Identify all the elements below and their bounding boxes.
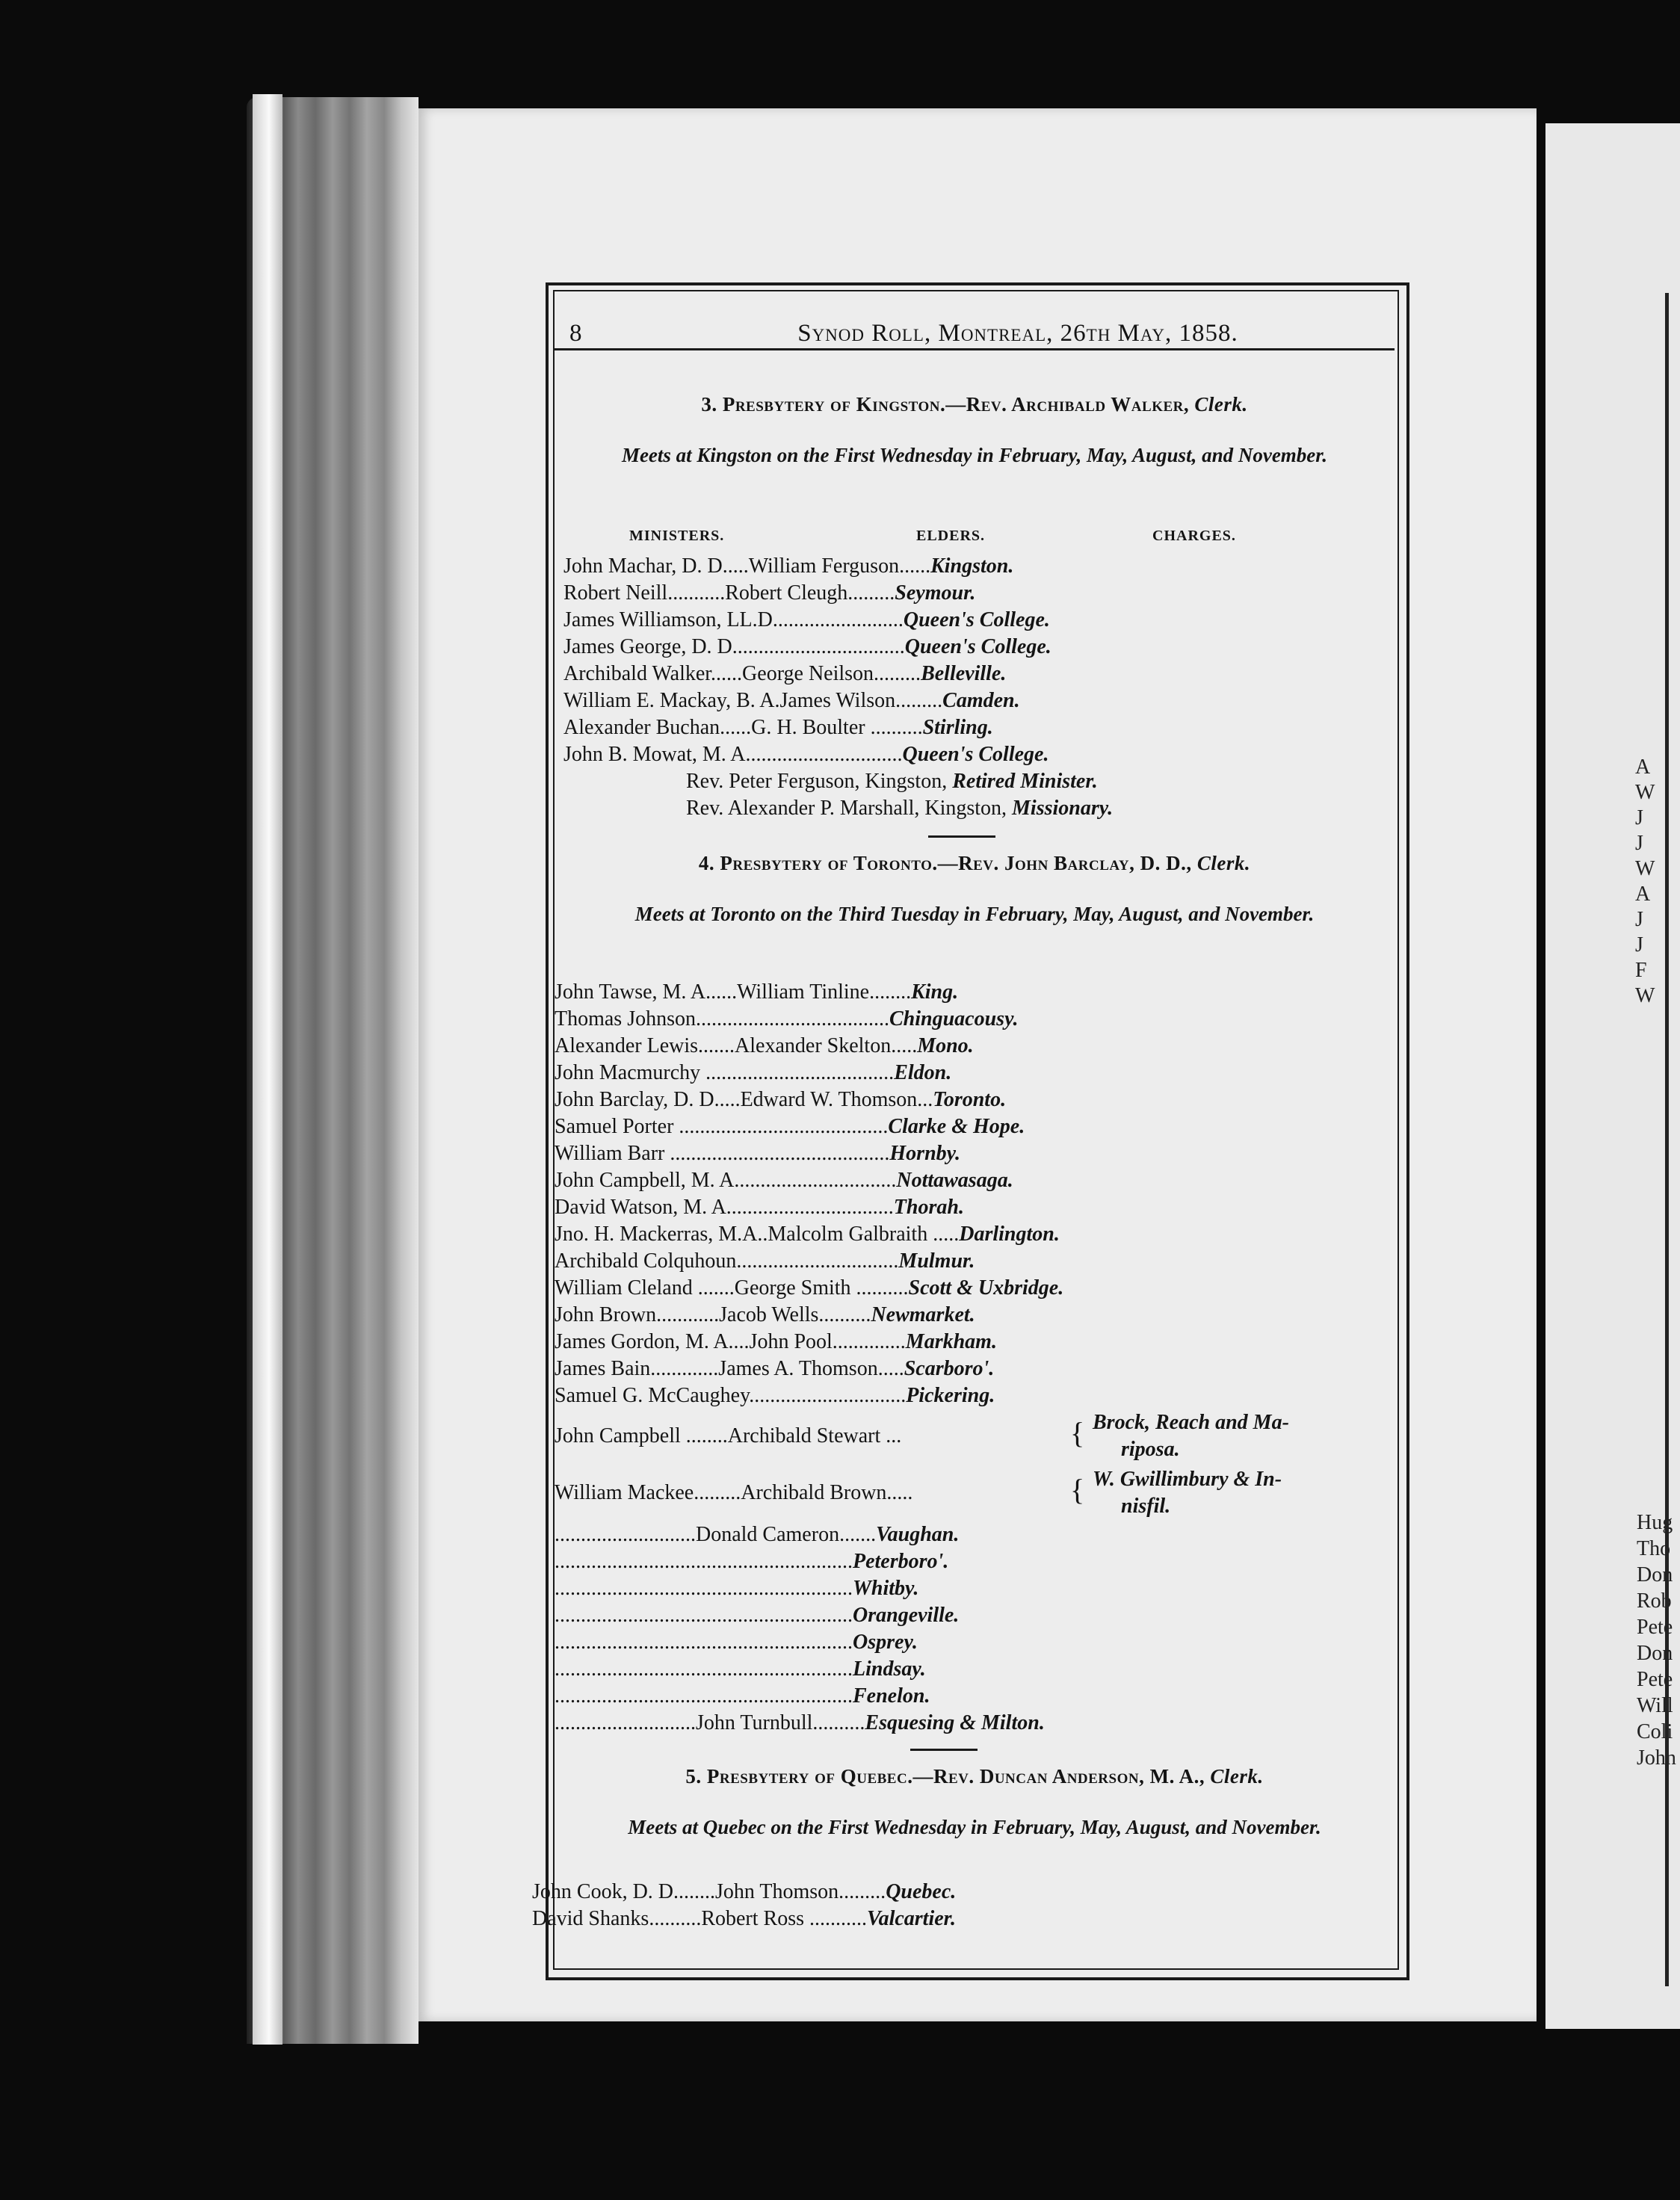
table-row: .........................................................Osprey. xyxy=(555,1631,918,1654)
page-content xyxy=(532,291,1395,1965)
table-row: .........................................................Orangeville. xyxy=(555,1604,960,1627)
table-row: John Campbell, M. A...............................Nottawasaga. xyxy=(555,1169,1013,1192)
table-row: Jno. H. Mackerras, M.A..Malcolm Galbraith .....Darlington. xyxy=(555,1223,1060,1246)
table-row: Thomas Johnson.....................................Chinguacousy. xyxy=(555,1007,1019,1031)
table-row: Samuel Porter ........................................Clarke & Hope. xyxy=(555,1115,1025,1138)
table-row: William Cleland .......George Smith ..........Scott & Uxbridge. xyxy=(555,1276,1064,1300)
heading-clerk: Clerk. xyxy=(1194,393,1248,415)
table-row: John Machar, D. D.....William Ferguson......Kingston. xyxy=(563,554,1014,578)
table-row: Archibald Colquhoun...............................Mulmur. xyxy=(555,1249,975,1273)
table-row: Alexander Buchan......G. H. Boulter ..........Stirling. xyxy=(563,716,993,739)
table-row: .........................................................Fenelon. xyxy=(555,1684,930,1708)
table-row: David Shanks..........Robert Ross ...........Valcartier. xyxy=(532,1907,957,1930)
table-row: John Cook, D. D........John Thomson.........Quebec. xyxy=(532,1880,957,1903)
table-row: ...........................John Turnbull..........Esquesing & Milton. xyxy=(555,1711,1045,1734)
charge-line: Brock, Reach and Ma- xyxy=(1093,1411,1289,1434)
charge-line: riposa. xyxy=(1121,1438,1180,1461)
table-row: John Barclay, D. D.....Edward W. Thomson...Toronto. xyxy=(555,1088,1007,1111)
table-row: Samuel G. McCaughey..............................Pickering. xyxy=(555,1384,995,1407)
heading-text: 5. Presbytery of Quebec.—Rev. Duncan Anderson, M. A., xyxy=(685,1765,1205,1788)
col-ministers: MINISTERS. xyxy=(629,528,725,544)
table-row: Robert Neill...........Robert Cleugh.........Seymour. xyxy=(563,581,976,605)
table-row: John Macmurchy ....................................Eldon. xyxy=(555,1061,952,1084)
table-row: James Williamson, LL.D.........................Queen's College. xyxy=(563,608,1050,631)
heading-clerk: Clerk. xyxy=(1196,852,1251,874)
table-row: William E. Mackay, B. A.James Wilson.........Camden. xyxy=(563,689,1020,712)
charge-line: nisfil. xyxy=(1121,1495,1171,1518)
section-divider xyxy=(928,835,995,838)
table-row-brace: John Campbell ........Archibald Stewart ... xyxy=(555,1424,902,1447)
table-row: Archibald Walker......George Neilson.........Belleville. xyxy=(563,662,1007,685)
page-right-text-upper: A W J J W A J J F W xyxy=(1635,756,1655,1007)
col-elders: ELDERS. xyxy=(916,528,986,544)
table-row: James Bain.............James A. Thomson.....Scarboro'. xyxy=(555,1357,995,1380)
running-title: Synod Roll, Montreal, 26th May, 1858. xyxy=(797,320,1238,347)
table-row: Alexander Lewis.......Alexander Skelton.....Mono. xyxy=(555,1034,974,1057)
table-row: William Barr ..........................................Hornby. xyxy=(555,1142,961,1165)
retired-minister-line: Rev. Peter Ferguson, Kingston, Retired Minister. xyxy=(686,770,1098,793)
heading-clerk: Clerk. xyxy=(1210,1765,1264,1788)
table-row: John Brown............Jacob Wells..........Newmarket. xyxy=(555,1303,975,1326)
charge-line: W. Gwillimbury & In- xyxy=(1093,1468,1282,1491)
toronto-meets: Meets at Toronto on the Third Tuesday in February, May, August, and November. xyxy=(634,903,1315,925)
brace-icon: { xyxy=(1070,1473,1085,1507)
table-row-brace: William Mackee.........Archibald Brown..... xyxy=(555,1481,913,1504)
page-header xyxy=(555,306,1395,350)
brace-icon: { xyxy=(1070,1416,1085,1450)
table-row: David Watson, M. A................................Thorah. xyxy=(555,1196,964,1219)
section-divider xyxy=(910,1749,978,1751)
page-right-text-lower: Hug Tho Don Rob Pete Don Pete Will Coli John xyxy=(1637,1511,1676,1770)
table-row: ...........................Donald Cameron.......Vaughan. xyxy=(555,1523,960,1546)
page-number: 8 xyxy=(569,320,582,347)
table-row: .........................................................Peterboro'. xyxy=(555,1550,949,1573)
heading-text: 4. Presbytery of Toronto.—Rev. John Barclay, D. D., xyxy=(698,852,1192,874)
table-row: James Gordon, M. A....John Pool..............Markham. xyxy=(555,1330,997,1353)
kingston-meets: Meets at Kingston on the First Wednesday in February, May, August, and November. xyxy=(621,444,1328,466)
quebec-meets: Meets at Quebec on the First Wednesday in February, May, August, and November. xyxy=(628,1816,1321,1838)
col-charges: CHARGES. xyxy=(1152,528,1236,544)
missionary-line: Rev. Alexander P. Marshall, Kingston, Missionary. xyxy=(686,797,1114,820)
table-row: .........................................................Whitby. xyxy=(555,1577,919,1600)
presbytery-kingston-heading xyxy=(555,393,1395,416)
table-row: .........................................................Lindsay. xyxy=(555,1657,926,1681)
heading-text: 3. Presbytery of Kingston.—Rev. Archibald Walker, xyxy=(701,393,1190,415)
presbytery-quebec-heading xyxy=(555,1765,1395,1788)
table-row: John B. Mowat, M. A..............................Queen's College. xyxy=(563,743,1049,766)
book-cover-edge xyxy=(253,94,282,2045)
presbytery-toronto-heading xyxy=(555,852,1395,875)
table-row: John Tawse, M. A......William Tinline........King. xyxy=(555,980,959,1004)
table-row: James George, D. D.................................Queen's College. xyxy=(563,635,1051,658)
